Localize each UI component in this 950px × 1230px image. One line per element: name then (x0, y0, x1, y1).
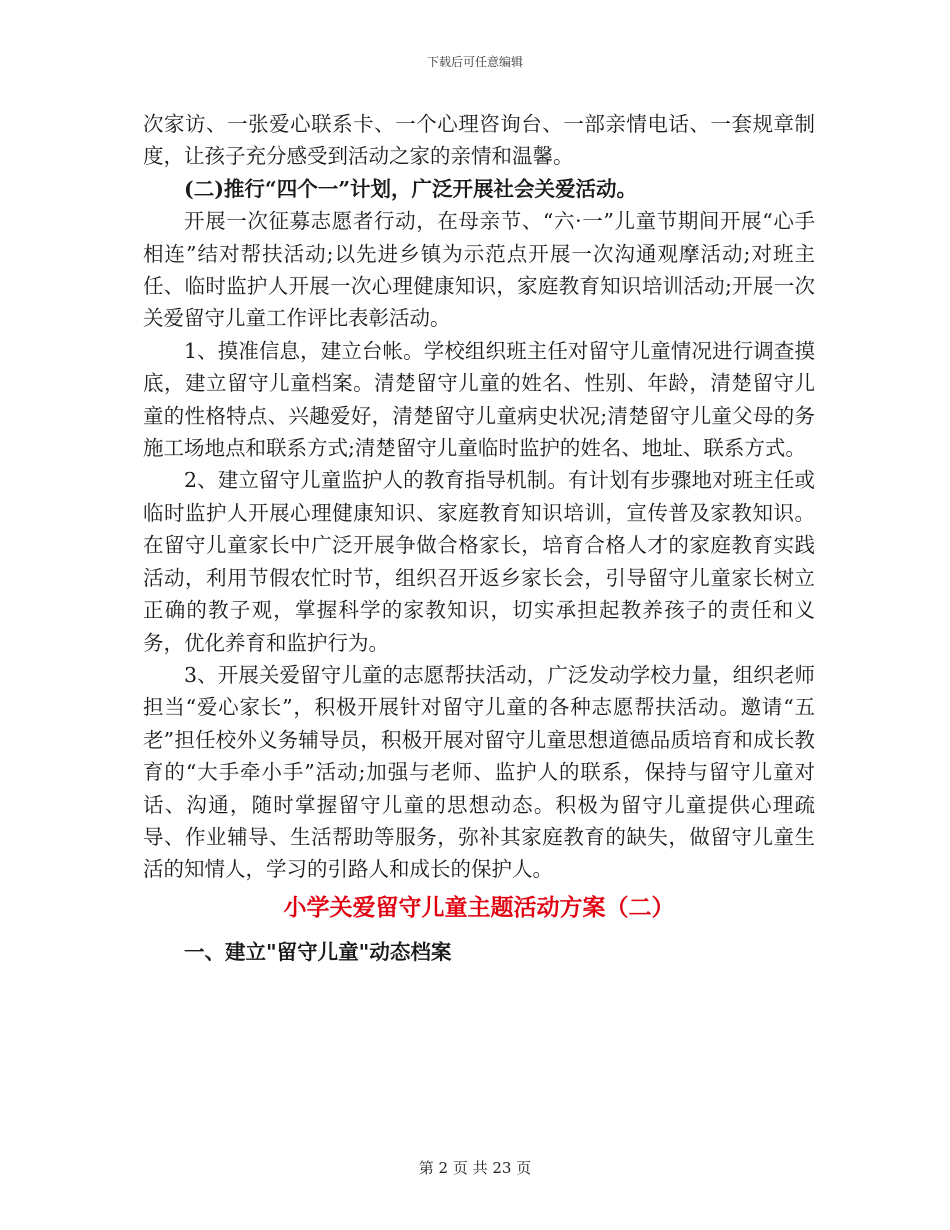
paragraph-item-1: 1、摸准信息，建立台帐。学校组织班主任对留守儿童情况进行调查摸底，建立留守儿童档案。清楚留守儿童的姓名、性别、年龄，清楚留守儿童的性格特点、兴趣爱好，清楚留守儿童病史状况;清楚留守儿童父母的务施工场地点和联系方式;清楚留守儿童临时监护的姓名、地址、联系方式。 (143, 338, 815, 461)
page-header: 下载后可任意编辑 (426, 55, 523, 69)
document-title: 小学关爱留守儿童主题活动方案（二） (283, 893, 675, 921)
paragraph-continuation: 次家访、一张爱心联系卡、一个心理咨询台、一部亲情电话、一套规章制度，让孩子充分感受到活动之家的亲情和温馨。 (143, 112, 815, 169)
page-footer: 第 2 页 共 23 页 (418, 1159, 532, 1177)
document-body (143, 108, 815, 972)
paragraph-activities: 开展一次征募志愿者行动，在母亲节、“六·一”儿童节期间开展“心手相连”结对帮扶活动;以先进乡镇为示范点开展一次沟通观摩活动;对班主任、临时监护人开展一次心理健康知识，家庭教育知识培训活动;开展一次关爱留守儿童工作评比表彰活动。 (143, 209, 815, 331)
paragraph-item-2: 2、建立留守儿童监护人的教育指导机制。有计划有步骤地对班主任或临时监护人开展心理健康知识、家庭教育知识培训，宣传普及家教知识。在留守儿童家长中广泛开展争做合格家长，培育合格人才的家庭教育实践活动，利用节假农忙时节，组织召开返乡家长会，引导留守儿童家长树立正确的教子观，掌握科学的家教知识，切实承担起教养孩子的责任和义务，优化养育和监护行为。 (143, 468, 815, 655)
section-heading: 一、建立"留守儿童"动态档案 (184, 939, 452, 964)
subsection-heading: (二)推行“四个一”计划，广泛开展社会关爱活动。 (184, 176, 637, 201)
paragraph-item-3: 3、开展关爱留守儿童的志愿帮扶活动，广泛发动学校力量，组织老师担当“爱心家长”，积极开展针对留守儿童的各种志愿帮扶活动。邀请“五老”担任校外义务辅导员，积极开展对留守儿童思想道德品质培育和成长教育的“大手牵小手”活动;加强与老师、监护人的联系，保持与留守儿童对话、沟通，随时掌握留守儿童的思想动态。积极为留守儿童提供心理疏导、作业辅导、生活帮助等服务，弥补其家庭教育的缺失，做留守儿童生活的知情人，学习的引路人和成长的保护人。 (143, 662, 815, 882)
